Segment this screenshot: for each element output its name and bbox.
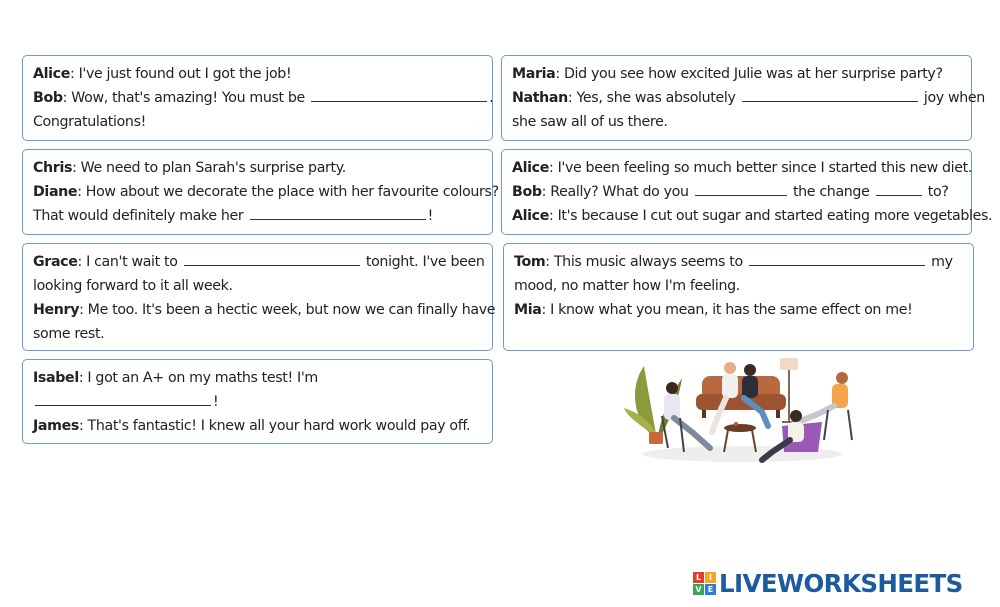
speaker-name: Alice bbox=[512, 208, 549, 224]
answer-blank-3[interactable] bbox=[250, 204, 426, 220]
dialogue-box-4 bbox=[501, 149, 993, 235]
logo-text: LIVEWORKSHEETS bbox=[719, 568, 963, 598]
dialogue-line: Alice: I've just found out I got the job! bbox=[33, 66, 292, 82]
dialogue-line: Mia: I know what you mean, it has the same effect on me! bbox=[514, 302, 913, 318]
speaker-name: Nathan bbox=[512, 90, 568, 106]
dialogue-line: Diane: How about we decorate the place with her favourite colours? bbox=[33, 184, 499, 200]
speaker-name: Grace bbox=[33, 254, 78, 270]
dialogue-box-5 bbox=[22, 243, 496, 351]
dialogue-line: Congratulations! bbox=[33, 114, 146, 130]
dialogue-line: James: That's fantastic! I knew all your hard work would pay off. bbox=[33, 418, 471, 434]
logo-badge-icon bbox=[693, 572, 716, 595]
dialogue-line: Nathan: Yes, she was absolutely joy when bbox=[512, 86, 962, 110]
logo-badge-letter: V bbox=[693, 584, 704, 595]
speaker-name: Henry bbox=[33, 302, 80, 318]
answer-blank-7[interactable] bbox=[749, 250, 925, 266]
dialogue-line: looking forward to it all week. bbox=[33, 278, 233, 294]
logo-badge-letter: I bbox=[705, 572, 716, 583]
dialogue-line: Alice: It's because I cut out sugar and started eating more vegetables. bbox=[512, 208, 993, 224]
friends-party-icon bbox=[622, 356, 856, 466]
dialogue-box-7 bbox=[22, 359, 493, 444]
dialogue-line: Alice: I've been feeling so much better since I started this new diet. bbox=[512, 160, 973, 176]
dialogue-box-2 bbox=[501, 55, 985, 141]
answer-blank-6[interactable] bbox=[184, 250, 360, 266]
dialogue-line: Tom: This music always seems to my bbox=[514, 250, 964, 274]
speaker-name: Isabel bbox=[33, 370, 79, 386]
answer-blank-4[interactable] bbox=[695, 180, 787, 196]
speaker-name: Tom bbox=[514, 254, 546, 270]
dialogue-box-1 bbox=[22, 55, 493, 141]
dialogue-line: That would definitely make her ! bbox=[33, 204, 483, 228]
liveworksheets-logo bbox=[693, 568, 993, 598]
dialogue-box-3 bbox=[22, 149, 499, 235]
dialogue-line: Grace: I can't wait to tonight. I've been bbox=[33, 250, 483, 274]
speaker-name: Alice bbox=[33, 66, 70, 82]
dialogue-line: she saw all of us there. bbox=[512, 114, 668, 130]
speaker-name: Diane bbox=[33, 184, 78, 200]
speaker-name: Bob bbox=[512, 184, 542, 200]
dialogue-line: Chris: We need to plan Sarah's surprise party. bbox=[33, 160, 346, 176]
logo-badge-letter: E bbox=[705, 584, 716, 595]
speaker-name: Alice bbox=[512, 160, 549, 176]
speaker-name: James bbox=[33, 418, 79, 434]
dialogue-line: Bob: Really? What do you the change to? bbox=[512, 180, 962, 204]
dialogue-line: some rest. bbox=[33, 326, 105, 342]
dialogue-box-6 bbox=[503, 243, 974, 351]
speaker-name: Chris bbox=[33, 160, 73, 176]
dialogue-line: Maria: Did you see how excited Julie was at her surprise party? bbox=[512, 66, 943, 82]
dialogue-line: Bob: Wow, that's amazing! You must be . bbox=[33, 86, 483, 110]
dialogue-line: mood, no matter how I'm feeling. bbox=[514, 278, 740, 294]
answer-blank-2[interactable] bbox=[742, 86, 918, 102]
speaker-name: Maria bbox=[512, 66, 556, 82]
speaker-name: Mia bbox=[514, 302, 542, 318]
answer-blank-8[interactable] bbox=[35, 390, 211, 406]
answer-blank-1[interactable] bbox=[311, 86, 487, 102]
answer-blank-5[interactable] bbox=[876, 180, 922, 196]
speaker-name: Bob bbox=[33, 90, 63, 106]
dialogue-line: Henry: Me too. It's been a hectic week, but now we can finally have bbox=[33, 302, 496, 318]
logo-badge-letter: L bbox=[693, 572, 704, 583]
dialogue-line: ! bbox=[33, 390, 483, 414]
dialogue-line: Isabel: I got an A+ on my maths test! I'm bbox=[33, 370, 318, 386]
